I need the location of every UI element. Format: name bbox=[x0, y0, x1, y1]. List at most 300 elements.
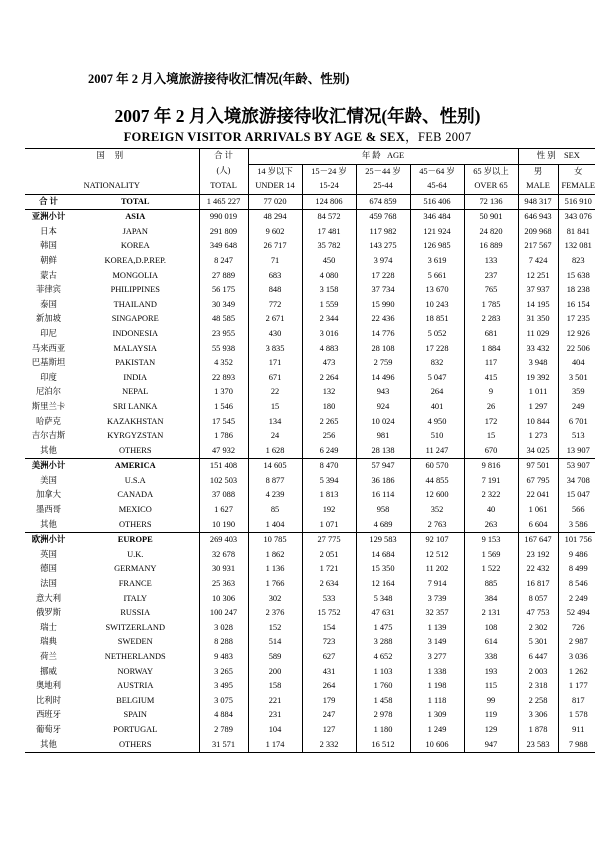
table-row bbox=[25, 635, 595, 650]
cell-a25: 129 583 bbox=[356, 533, 410, 548]
country-name-cn: 蒙古 bbox=[40, 270, 57, 280]
cell-total: 1 465 227 bbox=[199, 194, 248, 210]
country-name-en: SWEDEN bbox=[117, 637, 153, 647]
cell-o65: 2 283 bbox=[464, 312, 518, 327]
cell-o65: 129 bbox=[464, 723, 518, 738]
table-row bbox=[25, 239, 595, 254]
country-name-en: PHILIPPINES bbox=[110, 285, 160, 295]
cell-u14: 200 bbox=[248, 665, 302, 680]
cell-a15: 1 559 bbox=[302, 298, 356, 313]
country-name-en: U.S.A bbox=[124, 475, 146, 485]
cell-total: 10 306 bbox=[199, 592, 248, 607]
country-name-en: INDONESIA bbox=[112, 328, 159, 338]
cell-a45: 4 950 bbox=[410, 414, 464, 429]
cell-female: 3 036 bbox=[558, 650, 595, 665]
country-name-en: INDIA bbox=[123, 372, 148, 382]
cell-a15: 124 806 bbox=[302, 194, 356, 210]
cell-u14: 302 bbox=[248, 592, 302, 607]
country-name-cn: 其他 bbox=[40, 519, 57, 529]
cell-female: 3 586 bbox=[558, 518, 595, 533]
cell-male: 948 317 bbox=[518, 194, 558, 210]
cell-a25: 14 496 bbox=[356, 371, 410, 386]
cell-male: 67 795 bbox=[518, 474, 558, 489]
header-age-under14-cn: 14 岁以下 bbox=[248, 164, 302, 179]
cell-male: 14 195 bbox=[518, 298, 558, 313]
cell-a45: 352 bbox=[410, 503, 464, 518]
cell-total: 37 088 bbox=[199, 488, 248, 503]
cell-a45: 5 047 bbox=[410, 371, 464, 386]
cell-a45: 516 406 bbox=[410, 194, 464, 210]
cell-a45: 832 bbox=[410, 356, 464, 371]
cell-male: 1 011 bbox=[518, 385, 558, 400]
table-row bbox=[25, 503, 595, 518]
cell-male: 6 604 bbox=[518, 518, 558, 533]
country-name-en: OTHERS bbox=[72, 737, 199, 752]
cell-a45: 1 198 bbox=[410, 679, 464, 694]
cell-female: 516 910 bbox=[558, 194, 595, 210]
cell-total: 25 363 bbox=[199, 577, 248, 592]
cell-female: 12 926 bbox=[558, 327, 595, 342]
cell-u14: 48 294 bbox=[248, 210, 302, 225]
cell-a15: 132 bbox=[302, 385, 356, 400]
country-name-en: GERMANY bbox=[114, 564, 157, 574]
cell-male: 2 258 bbox=[518, 694, 558, 709]
cell-u14: 85 bbox=[248, 503, 302, 518]
cell-total: 22 893 bbox=[199, 371, 248, 386]
cell-a25: 37 734 bbox=[356, 283, 410, 298]
country-name-cn: 美洲小计 bbox=[25, 459, 72, 474]
country-name-en: JAPAN bbox=[122, 226, 148, 236]
country-name-en: MEXICO bbox=[118, 505, 152, 515]
cell-o65: 7 191 bbox=[464, 474, 518, 489]
cell-a45: 32 357 bbox=[410, 606, 464, 621]
cell-u14: 231 bbox=[248, 708, 302, 723]
cell-a45: 121 924 bbox=[410, 225, 464, 240]
cell-o65: 26 bbox=[464, 400, 518, 415]
table-row bbox=[25, 444, 595, 459]
country-name-cn: 其他 bbox=[25, 737, 72, 752]
cell-u14: 10 785 bbox=[248, 533, 302, 548]
table-row bbox=[25, 225, 595, 240]
cell-u14: 848 bbox=[248, 283, 302, 298]
cell-female: 9 486 bbox=[558, 548, 595, 563]
cell-a45: 10 606 bbox=[410, 737, 464, 752]
cell-o65: 1 884 bbox=[464, 341, 518, 356]
cell-male: 8 057 bbox=[518, 592, 558, 607]
header-country-cn: 国 别 bbox=[25, 149, 199, 165]
cell-a15: 431 bbox=[302, 665, 356, 680]
total-row bbox=[25, 194, 595, 210]
country-name-en: SWITZERLAND bbox=[105, 622, 166, 632]
cell-total: 4 352 bbox=[199, 356, 248, 371]
country-name-cn: 德国 bbox=[40, 564, 57, 574]
cell-u14: 9 602 bbox=[248, 225, 302, 240]
country-name-en: BELGIUM bbox=[116, 695, 155, 705]
cell-a15: 192 bbox=[302, 503, 356, 518]
table-row bbox=[25, 577, 595, 592]
country-name-en: NETHERLANDS bbox=[104, 652, 166, 661]
country-name-cn: 美国 bbox=[40, 475, 57, 485]
cell-o65: 72 136 bbox=[464, 194, 518, 210]
cell-u14: 8 877 bbox=[248, 474, 302, 489]
header-age-under14-en: UNDER 14 bbox=[248, 179, 302, 194]
cell-total: 30 349 bbox=[199, 298, 248, 313]
cell-a15: 450 bbox=[302, 254, 356, 269]
cell-female: 513 bbox=[558, 429, 595, 444]
table-row bbox=[25, 548, 595, 563]
cell-male: 97 501 bbox=[518, 459, 558, 474]
country-name-cn: 西班牙 bbox=[35, 710, 62, 720]
country-name-cn: 墨西哥 bbox=[35, 505, 62, 515]
cell-total: 3 028 bbox=[199, 621, 248, 636]
cell-female: 249 bbox=[558, 400, 595, 415]
cell-o65: 9 153 bbox=[464, 533, 518, 548]
cell-o65: 1 569 bbox=[464, 548, 518, 563]
table-body bbox=[25, 194, 595, 753]
country-name-cn: 挪威 bbox=[40, 666, 57, 676]
country-name-cn: 瑞典 bbox=[40, 637, 57, 647]
cell-a25: 22 436 bbox=[356, 312, 410, 327]
cell-u14: 221 bbox=[248, 694, 302, 709]
cell-a15: 627 bbox=[302, 650, 356, 665]
cell-u14: 2 376 bbox=[248, 606, 302, 621]
cell-male: 12 251 bbox=[518, 268, 558, 283]
cell-female: 817 bbox=[558, 694, 595, 709]
cell-a45: 510 bbox=[410, 429, 464, 444]
cell-a25: 28 108 bbox=[356, 341, 410, 356]
cell-o65: 263 bbox=[464, 518, 518, 533]
cell-a25: 57 947 bbox=[356, 459, 410, 474]
cell-male: 3 948 bbox=[518, 356, 558, 371]
cell-total: 3 075 bbox=[199, 694, 248, 709]
country-name-en: RUSSIA bbox=[120, 608, 151, 618]
cell-total: 1 786 bbox=[199, 429, 248, 444]
cell-a15: 180 bbox=[302, 400, 356, 415]
cell-male: 209 968 bbox=[518, 225, 558, 240]
page-header: 2007 年 2 月入境旅游接待收汇情况(年龄、性别) bbox=[88, 72, 350, 86]
cell-a25: 143 275 bbox=[356, 239, 410, 254]
cell-a15: 2 051 bbox=[302, 548, 356, 563]
table-row bbox=[25, 694, 595, 709]
cell-female: 13 907 bbox=[558, 444, 595, 459]
cell-a45: 1 139 bbox=[410, 621, 464, 636]
cell-male: 2 003 bbox=[518, 665, 558, 680]
cell-a25: 674 859 bbox=[356, 194, 410, 210]
cell-a25: 1 760 bbox=[356, 679, 410, 694]
cell-male: 11 029 bbox=[518, 327, 558, 342]
cell-a25: 14 684 bbox=[356, 548, 410, 563]
country-name-en: PAKISTAN bbox=[115, 358, 156, 368]
cell-female: 101 756 bbox=[558, 533, 595, 548]
cell-female: 15 638 bbox=[558, 268, 595, 283]
table-row bbox=[25, 708, 595, 723]
cell-o65: 415 bbox=[464, 371, 518, 386]
cell-u14: 2 671 bbox=[248, 312, 302, 327]
cell-u14: 3 835 bbox=[248, 341, 302, 356]
cell-a25: 3 974 bbox=[356, 254, 410, 269]
cell-a15: 84 572 bbox=[302, 210, 356, 225]
table-row bbox=[25, 723, 595, 738]
cell-total: 4 884 bbox=[199, 708, 248, 723]
cell-male: 217 567 bbox=[518, 239, 558, 254]
country-name-cn: 英国 bbox=[40, 549, 57, 559]
cell-female: 359 bbox=[558, 385, 595, 400]
country-name-cn: 斯里兰卡 bbox=[31, 401, 66, 411]
cell-a15: 723 bbox=[302, 635, 356, 650]
table-row bbox=[25, 429, 595, 444]
cell-u14: 152 bbox=[248, 621, 302, 636]
country-name-en: KOREA bbox=[120, 241, 150, 251]
cell-female: 911 bbox=[558, 723, 595, 738]
cell-total: 2 789 bbox=[199, 723, 248, 738]
cell-u14: 15 bbox=[248, 400, 302, 415]
header-sex bbox=[518, 149, 595, 165]
country-name-en: OTHERS bbox=[118, 445, 152, 455]
country-name-cn: 欧洲小计 bbox=[25, 533, 72, 548]
cell-o65: 133 bbox=[464, 254, 518, 269]
cell-a45: 1 249 bbox=[410, 723, 464, 738]
cell-a15: 154 bbox=[302, 621, 356, 636]
table-row bbox=[25, 327, 595, 342]
cell-u14: 671 bbox=[248, 371, 302, 386]
cell-total: 23 955 bbox=[199, 327, 248, 342]
header-age-cn: 年 龄 bbox=[361, 151, 381, 161]
cell-o65: 947 bbox=[464, 737, 518, 752]
country-name-cn: 意大利 bbox=[35, 593, 62, 603]
cell-a25: 36 186 bbox=[356, 474, 410, 489]
cell-female: 8 499 bbox=[558, 562, 595, 577]
cell-a15: 35 782 bbox=[302, 239, 356, 254]
cell-female: 52 494 bbox=[558, 606, 595, 621]
cell-female: 1 578 bbox=[558, 708, 595, 723]
header-age bbox=[248, 149, 518, 165]
cell-a15: 2 265 bbox=[302, 414, 356, 429]
cell-a15: 6 249 bbox=[302, 444, 356, 459]
country-name-cn: 俄罗斯 bbox=[35, 608, 62, 618]
table-row bbox=[25, 518, 595, 533]
cell-total: 349 648 bbox=[199, 239, 248, 254]
country-name-en: ASIA bbox=[72, 210, 199, 225]
cell-total: 100 247 bbox=[199, 606, 248, 621]
table-row bbox=[25, 606, 595, 621]
cell-a25: 1 180 bbox=[356, 723, 410, 738]
cell-total: 1 370 bbox=[199, 385, 248, 400]
table-row bbox=[25, 341, 595, 356]
country-name-cn: 巴基斯坦 bbox=[31, 358, 66, 368]
cell-a15: 2 344 bbox=[302, 312, 356, 327]
cell-total: 27 889 bbox=[199, 268, 248, 283]
table-row bbox=[25, 385, 595, 400]
cell-female: 17 235 bbox=[558, 312, 595, 327]
cell-a15: 247 bbox=[302, 708, 356, 723]
cell-a45: 10 243 bbox=[410, 298, 464, 313]
cell-a15: 473 bbox=[302, 356, 356, 371]
cell-total: 3 495 bbox=[199, 679, 248, 694]
country-name-en: NEPAL bbox=[122, 387, 149, 397]
cell-total: 151 408 bbox=[199, 459, 248, 474]
cell-a25: 16 114 bbox=[356, 488, 410, 503]
cell-total: 32 678 bbox=[199, 548, 248, 563]
cell-a15: 2 634 bbox=[302, 577, 356, 592]
cell-a25: 117 982 bbox=[356, 225, 410, 240]
cell-a45: 13 670 bbox=[410, 283, 464, 298]
cell-o65: 1 785 bbox=[464, 298, 518, 313]
table-row bbox=[25, 665, 595, 680]
country-name-en: OTHERS bbox=[118, 519, 152, 529]
cell-u14: 171 bbox=[248, 356, 302, 371]
header-sex-cn: 性 别 bbox=[536, 151, 556, 161]
table-row bbox=[25, 254, 595, 269]
cell-a15: 2 332 bbox=[302, 737, 356, 752]
header-age-15-24-en: 15-24 bbox=[302, 179, 356, 194]
cell-total: 10 190 bbox=[199, 518, 248, 533]
country-name-en: ITALY bbox=[123, 593, 148, 603]
cell-total: 1 627 bbox=[199, 503, 248, 518]
cell-a25: 1 458 bbox=[356, 694, 410, 709]
cell-a45: 17 228 bbox=[410, 341, 464, 356]
cell-a25: 16 512 bbox=[356, 737, 410, 752]
table-subtitle bbox=[0, 127, 595, 145]
cell-a25: 17 228 bbox=[356, 268, 410, 283]
table-row bbox=[25, 488, 595, 503]
cell-a25: 1 103 bbox=[356, 665, 410, 680]
cell-male: 19 392 bbox=[518, 371, 558, 386]
cell-o65: 172 bbox=[464, 414, 518, 429]
table-row bbox=[25, 298, 595, 313]
table-row bbox=[25, 592, 595, 607]
cell-total: 269 403 bbox=[199, 533, 248, 548]
cell-o65: 15 bbox=[464, 429, 518, 444]
cell-a15: 3 016 bbox=[302, 327, 356, 342]
country-name-cn: 加拿大 bbox=[35, 490, 62, 500]
cell-u14: 26 717 bbox=[248, 239, 302, 254]
cell-o65: 765 bbox=[464, 283, 518, 298]
cell-o65: 237 bbox=[464, 268, 518, 283]
cell-female: 53 907 bbox=[558, 459, 595, 474]
cell-o65: 99 bbox=[464, 694, 518, 709]
country-name-cn: 泰国 bbox=[40, 299, 57, 309]
header-age-en: AGE bbox=[386, 151, 405, 161]
header-total-en: TOTAL bbox=[199, 179, 248, 194]
country-name-cn: 尼泊尔 bbox=[35, 387, 62, 397]
cell-male: 3 306 bbox=[518, 708, 558, 723]
cell-male: 1 297 bbox=[518, 400, 558, 415]
cell-a25: 2 759 bbox=[356, 356, 410, 371]
table-row bbox=[25, 400, 595, 415]
cell-female: 8 546 bbox=[558, 577, 595, 592]
cell-a15: 2 264 bbox=[302, 371, 356, 386]
cell-a25: 15 350 bbox=[356, 562, 410, 577]
country-name-cn: 哈萨克 bbox=[35, 416, 62, 426]
country-name-en: EUROPE bbox=[72, 533, 199, 548]
cell-a15: 1 071 bbox=[302, 518, 356, 533]
country-name-cn: 法国 bbox=[40, 579, 57, 589]
table-row bbox=[25, 371, 595, 386]
cell-a15: 4 883 bbox=[302, 341, 356, 356]
cell-male: 5 301 bbox=[518, 635, 558, 650]
cell-o65: 384 bbox=[464, 592, 518, 607]
cell-total: 9 483 bbox=[199, 650, 248, 665]
cell-o65: 338 bbox=[464, 650, 518, 665]
cell-u14: 1 628 bbox=[248, 444, 302, 459]
cell-total: 55 938 bbox=[199, 341, 248, 356]
cell-u14: 1 174 bbox=[248, 737, 302, 752]
cell-a25: 943 bbox=[356, 385, 410, 400]
country-name-en: NORWAY bbox=[117, 666, 154, 676]
cell-a15: 1 813 bbox=[302, 488, 356, 503]
cell-male: 23 583 bbox=[518, 737, 558, 752]
cell-a45: 1 118 bbox=[410, 694, 464, 709]
cell-a45: 60 570 bbox=[410, 459, 464, 474]
cell-a45: 264 bbox=[410, 385, 464, 400]
country-name-cn: 朝鲜 bbox=[40, 255, 57, 265]
cell-a45: 44 855 bbox=[410, 474, 464, 489]
cell-total: 48 585 bbox=[199, 312, 248, 327]
country-name-cn: 瑞士 bbox=[40, 622, 57, 632]
cell-a45: 1 338 bbox=[410, 665, 464, 680]
cell-u14: 430 bbox=[248, 327, 302, 342]
cell-u14: 14 605 bbox=[248, 459, 302, 474]
cell-a25: 47 631 bbox=[356, 606, 410, 621]
cell-a45: 3 277 bbox=[410, 650, 464, 665]
cell-u14: 4 239 bbox=[248, 488, 302, 503]
country-name-en: AMERICA bbox=[72, 459, 199, 474]
header-female-en: FEMALE bbox=[558, 179, 595, 194]
country-name-en: MALAYSIA bbox=[113, 343, 157, 353]
cell-o65: 117 bbox=[464, 356, 518, 371]
cell-female: 16 154 bbox=[558, 298, 595, 313]
cell-a45: 5 661 bbox=[410, 268, 464, 283]
cell-a45: 126 985 bbox=[410, 239, 464, 254]
country-name-cn: 韩国 bbox=[40, 241, 57, 251]
cell-a15: 3 158 bbox=[302, 283, 356, 298]
header-age-45-64-cn: 45－64 岁 bbox=[410, 164, 464, 179]
header-age-25-44-cn: 25－44 岁 bbox=[356, 164, 410, 179]
cell-male: 1 061 bbox=[518, 503, 558, 518]
cell-female: 1 177 bbox=[558, 679, 595, 694]
cell-a45: 18 851 bbox=[410, 312, 464, 327]
cell-male: 22 041 bbox=[518, 488, 558, 503]
cell-male: 37 937 bbox=[518, 283, 558, 298]
cell-total: 30 931 bbox=[199, 562, 248, 577]
country-name-cn: 合 计 bbox=[39, 196, 58, 206]
cell-a15: 8 470 bbox=[302, 459, 356, 474]
cell-female: 3 501 bbox=[558, 371, 595, 386]
cell-o65: 9 bbox=[464, 385, 518, 400]
cell-total: 56 175 bbox=[199, 283, 248, 298]
cell-female: 1 262 bbox=[558, 665, 595, 680]
country-name-cn: 印度 bbox=[40, 372, 57, 382]
header-male-cn: 男 bbox=[518, 164, 558, 179]
cell-male: 2 302 bbox=[518, 621, 558, 636]
cell-a15: 179 bbox=[302, 694, 356, 709]
country-name-cn: 葡萄牙 bbox=[35, 724, 62, 734]
table-title: 2007 年 2 月入境旅游接待收汇情况(年龄、性别) bbox=[114, 106, 481, 126]
country-name-en: PORTUGAL bbox=[113, 724, 158, 734]
table-row bbox=[25, 679, 595, 694]
cell-a45: 2 763 bbox=[410, 518, 464, 533]
cell-a25: 15 990 bbox=[356, 298, 410, 313]
cell-u14: 1 862 bbox=[248, 548, 302, 563]
cell-o65: 681 bbox=[464, 327, 518, 342]
country-name-en: U.K. bbox=[127, 549, 144, 559]
cell-u14: 1 404 bbox=[248, 518, 302, 533]
cell-u14: 514 bbox=[248, 635, 302, 650]
country-name-en: FRANCE bbox=[118, 579, 152, 589]
cell-male: 167 647 bbox=[518, 533, 558, 548]
cell-a45: 346 484 bbox=[410, 210, 464, 225]
country-name-en: SINGAPORE bbox=[111, 314, 159, 324]
